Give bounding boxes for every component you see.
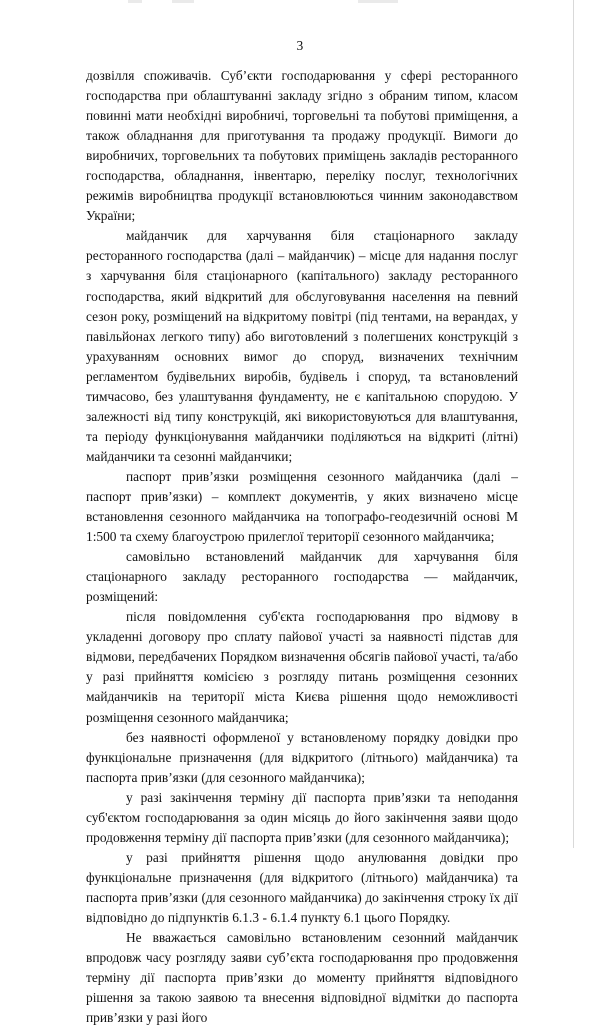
paragraph-5: після повідомлення суб'єкта господарювання про відмову в укладенні договору про сплату пайової участі за наявності підстав для відмови, передбачених Порядком визначення обсягів пайової участі, та/або у разі прийняття комісією з розгляду питань розміщення сезонних майданчиків на території міста Києва рішення щодо неможливості розміщення сезонного майданчика; [86, 609, 518, 725]
paragraph-9: Не вважається самовільно встановленим сезонний майданчик впродовж часу розгляду заяви суб’єкта господарювання про продовження терміну дії паспорта прив’язки до моменту прийняття відповідного рішення за такою заявою та внесення відповідної відмітки до паспорта прив’язки у разі його [86, 930, 518, 1026]
paragraph-4: самовільно встановлений майданчик для харчування біля стаціонарного закладу ресторанного господарства — майданчик, розміщений: [86, 549, 518, 605]
paragraph-6: без наявності оформленої у встановленому порядку довідки про функціональне призначення (для відкритого (літнього) майданчика) та паспорта прив’язки (для сезонного майданчика); [86, 729, 518, 785]
scan-artifact-mark [172, 0, 194, 3]
paragraph-2: майданчик для харчування біля стаціонарного закладу ресторанного господарства (далі – майданчик) – місце для надання послуг з харчування біля стаціонарного (капітального) закладу ресторанного господарства, який відкритий для обслуговування населення на певний сезон року, розміщений на відкритому повітрі (під тентами, на верандах, у павільйонах легкого типу) або виготовлений з полегшених конструкцій з урахуванням основних вимог до споруд, визначених технічним регламентом будівельних виробів, будівель і споруд, та встановлений тимчасово, без улаштування фундаменту, не є капітальною спорудою. У залежності від типу конструкцій, які використовуються для влаштування, та періоду функціонування майданчики поділяються на відкриті (літні) майданчики та сезонні майданчики; [86, 228, 518, 464]
paragraph-3: паспорт прив’язки розміщення сезонного майданчика (далі – паспорт прив’язки) – комплект документів, у яких визначено місце встановлення сезонного майданчика на топографо-геодезичній основі М 1:500 та схему благоустрою прилеглої території сезонного майданчика; [86, 468, 518, 545]
paragraph-1: дозвілля споживачів. Суб’єкти господарювання у сфері ресторанного господарства при облаштуванні закладу згідно з обраним типом, класом повинні мати необхідні виробничі, торговельні та побутові приміщення, а також обладнання для приготування та продажу продукції. Вимоги до виробничих, торговельних та побутових приміщень закладів ресторанного господарства, обладнання, інвентарю, переліку послуг, технологічних режимів виробництва продукції встановлюються чинним законодавством України; [86, 68, 518, 224]
document-body [86, 66, 518, 1028]
page-number: 3 [296, 38, 304, 53]
paragraph-7: у разі закінчення терміну дії паспорта прив’язки та неподання суб'єктом господарювання за один місяць до його закінчення заяви щодо продовження терміну дії паспорта прив’язки (для сезонного майданчика); [86, 789, 518, 845]
scan-artifact-mark [128, 0, 142, 3]
paragraph-8: у разі прийняття рішення щодо анулювання довідки про функціональне призначення (для відкритого (літнього) майданчика) та паспорта прив’язки (для сезонного майданчика) до закінчення строку їх дії відповідно до підпунктів 6.1.3 - 6.1.4 пункту 6.1 цього Порядку. [86, 849, 518, 925]
scan-artifact-mark [358, 0, 398, 3]
page-edge-line [573, 0, 574, 848]
